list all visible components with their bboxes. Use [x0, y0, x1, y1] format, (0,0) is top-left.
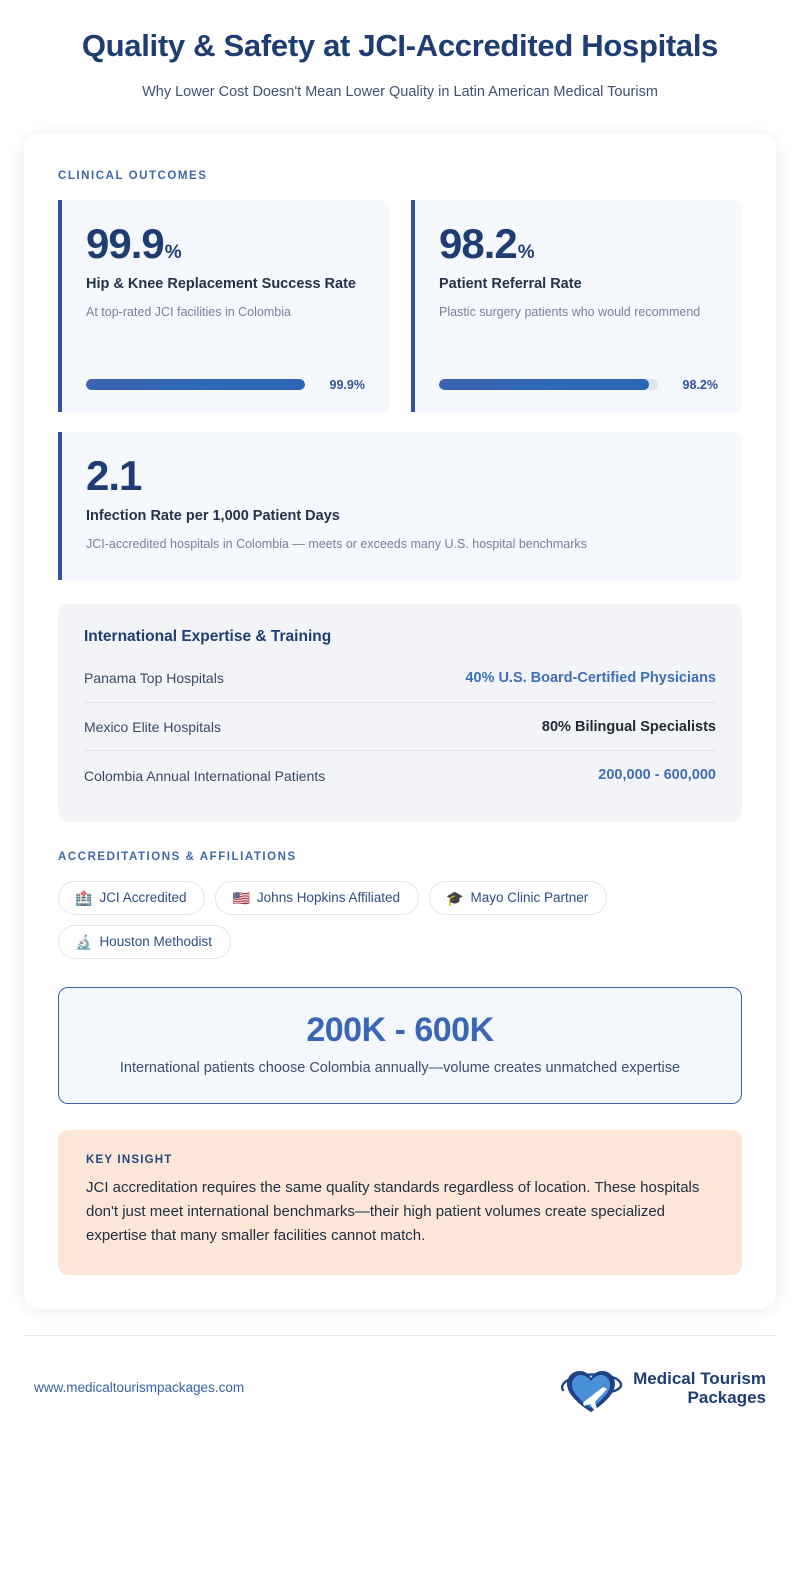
table-row: [84, 751, 716, 799]
progress-bar-track: [439, 379, 658, 390]
footer-website-link[interactable]: www.medicaltourismpackages.com: [34, 1380, 245, 1396]
stat-value: [439, 219, 718, 267]
brand-line-2: Packages: [687, 1387, 766, 1407]
badge-jci-accredited[interactable]: [58, 881, 205, 915]
badge-label: JCI Accredited: [99, 890, 187, 906]
progress-bar-fill: [86, 379, 305, 390]
page-header: [0, 0, 800, 102]
key-insight-text: JCI accreditation requires the same quality standards regardless of location. These hospitals don't just meet international benchmarks—their high patient volumes create specialized expertise that many smaller facilities cannot match.: [86, 1178, 700, 1245]
stat-value: [86, 451, 718, 499]
progress-bar-fill: [439, 379, 649, 390]
stat-value-suffix: %: [164, 241, 182, 263]
stat-label: Infection Rate per 1,000 Patient Days: [86, 507, 340, 524]
page-subtitle: Why Lower Cost Doesn't Mean Lower Quality in Latin American Medical Tourism: [142, 83, 658, 100]
spacer: [86, 322, 365, 364]
highlight-description: International patients choose Colombia annually—volume creates unmatched expertise: [119, 1059, 681, 1076]
stat-card-hip-knee-success: [58, 200, 389, 412]
badge-johns-hopkins-affiliated[interactable]: [215, 881, 419, 915]
stat-label: Hip & Knee Replacement Success Rate: [86, 275, 356, 292]
stat-value-number: 99.9: [86, 219, 164, 267]
progress-bar-row: [86, 378, 365, 392]
table-row: [84, 703, 716, 752]
accreditations-section: [58, 851, 742, 959]
progress-bar-value: 99.9%: [329, 377, 365, 392]
stat-sublabel: At top-rated JCI facilities in Colombia: [86, 305, 291, 320]
brand-name: [633, 1369, 766, 1407]
key-insight-label: KEY INSIGHT: [86, 1153, 173, 1166]
badge-list: [58, 881, 742, 959]
highlight-value: 200K - 600K: [306, 1011, 494, 1050]
us-flag-icon: 🇺🇸: [232, 890, 250, 907]
stat-value-number: 2.1: [86, 451, 142, 499]
stat-card-infection-rate: [58, 432, 742, 580]
page-footer: [24, 1335, 776, 1444]
stat-sublabel: JCI-accredited hospitals in Colombia — meets or exceeds many U.S. hospital benchmarks: [86, 537, 587, 552]
brand-logo: [555, 1362, 766, 1414]
microscope-icon: 🔬: [75, 934, 93, 951]
stat-value: [86, 219, 365, 267]
badge-houston-methodist[interactable]: [58, 925, 231, 959]
table-row-label: Colombia Annual International Patients: [84, 767, 326, 784]
heart-airplane-logo-icon: [555, 1362, 627, 1414]
badge-label: Houston Methodist: [99, 934, 212, 950]
expertise-table-title: International Expertise & Training: [84, 627, 332, 645]
progress-bar-value: 98.2%: [682, 377, 718, 392]
stat-card-row: [58, 200, 742, 412]
badge-mayo-clinic-partner[interactable]: [429, 881, 607, 915]
brand-line-1: Medical Tourism: [633, 1368, 766, 1388]
key-insight-box: [58, 1130, 742, 1275]
stat-value-number: 98.2: [439, 219, 517, 267]
hospital-icon: 🏥: [75, 890, 93, 907]
section-label-clinical-outcomes: CLINICAL OUTCOMES: [58, 169, 208, 182]
table-row-value: 200,000 - 600,000: [598, 767, 716, 784]
progress-bar-track: [86, 379, 305, 390]
highlight-box: [58, 987, 742, 1103]
spacer: [439, 322, 718, 364]
stat-sublabel: Plastic surgery patients who would recommend: [439, 305, 701, 320]
table-row: [84, 654, 716, 703]
graduation-cap-icon: 🎓: [446, 890, 464, 907]
page-title: Quality & Safety at JCI-Accredited Hospitals: [81, 28, 719, 63]
badge-label: Johns Hopkins Affiliated: [256, 890, 401, 906]
table-row-label: Panama Top Hospitals: [84, 670, 224, 687]
main-content-card: [24, 134, 776, 1309]
stat-value-suffix: %: [517, 241, 535, 263]
progress-bar-row: [439, 378, 718, 392]
section-label-accreditations: ACCREDITATIONS & AFFILIATIONS: [58, 851, 297, 864]
table-row-value: 80% Bilingual Specialists: [541, 718, 716, 735]
stat-label: Patient Referral Rate: [439, 275, 582, 292]
expertise-table-card: [58, 604, 742, 822]
table-row-label: Mexico Elite Hospitals: [84, 718, 221, 735]
table-row-value: 40% U.S. Board-Certified Physicians: [465, 669, 716, 686]
stat-card-patient-referral-rate: [411, 200, 742, 412]
badge-label: Mayo Clinic Partner: [470, 890, 589, 906]
